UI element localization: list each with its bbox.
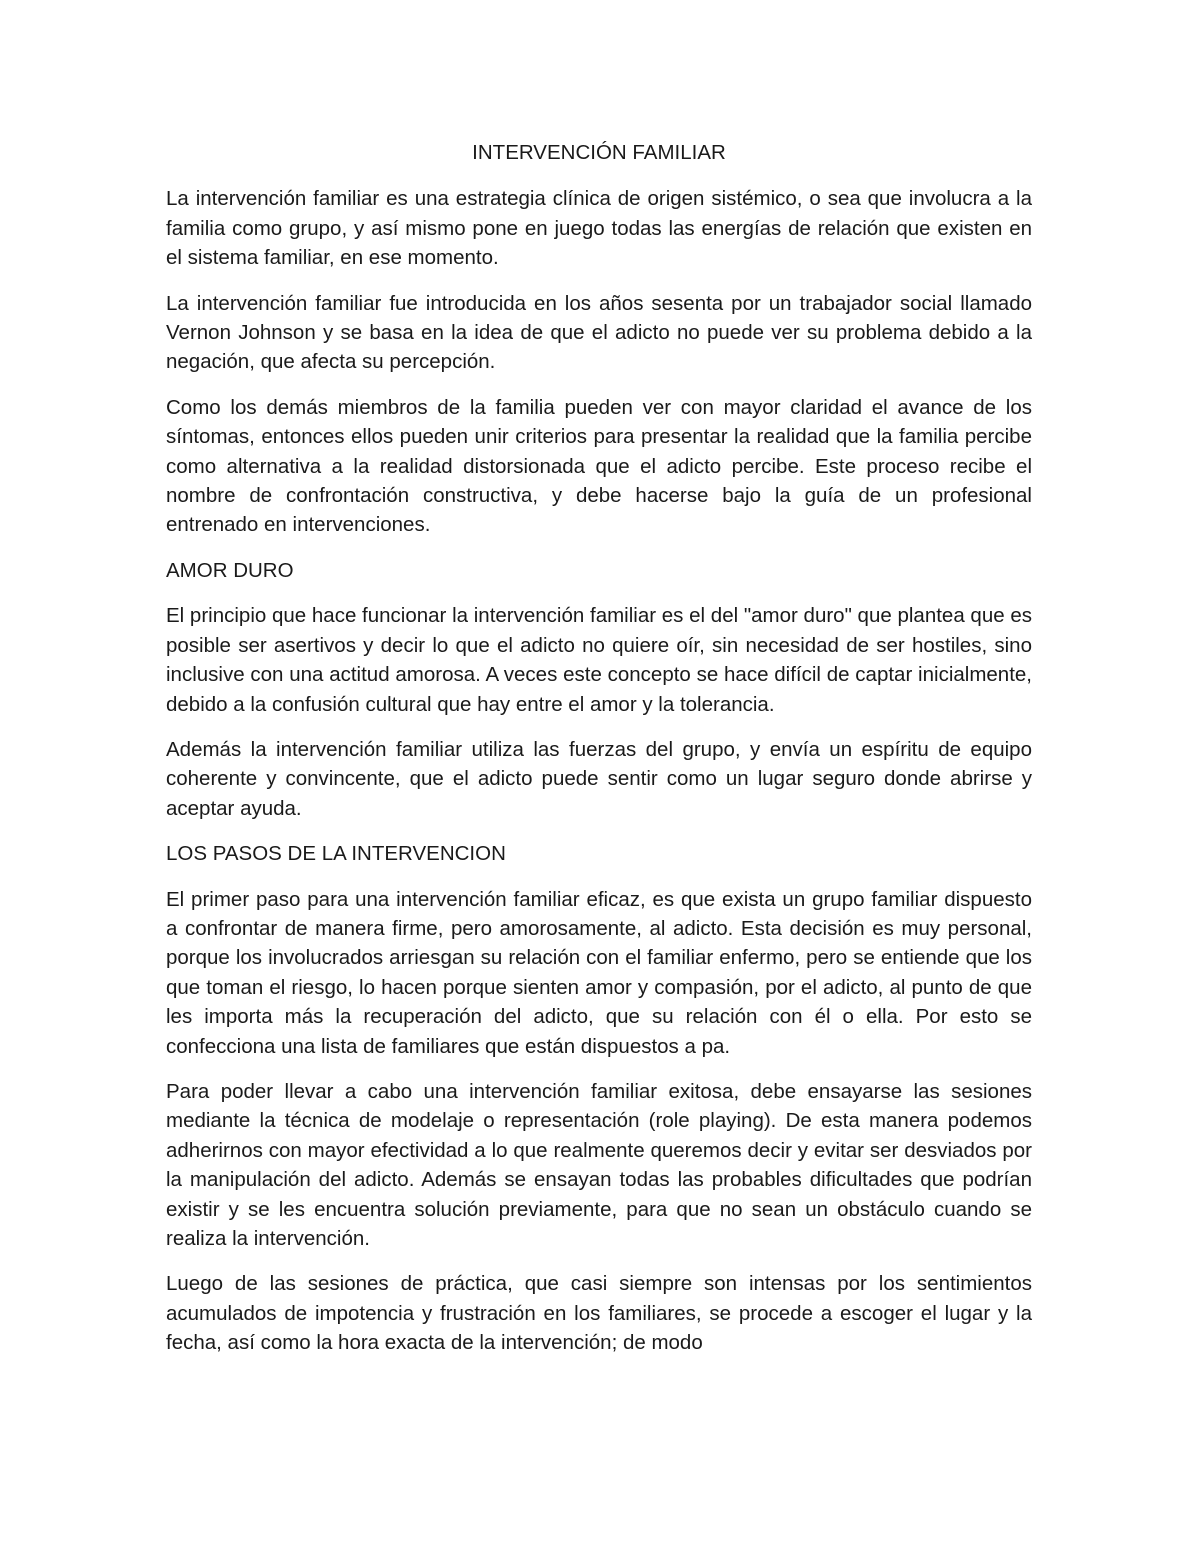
- pasos-paragraph: Para poder llevar a cabo una intervención familiar exitosa, debe ensayarse las sesiones mediante la técnica de modelaje o representación (role playing). De esta manera podemos adherirnos con mayor efectividad a lo que realmente queremos decir y evitar ser desviados por la manipulación del adicto. Además se ensayan todas las probables dificultades que podrían existir y se les encuentra solución previamente, para que no sean un obstáculo cuando se realiza la intervención.: [166, 1079, 1032, 1250]
- pasos-paragraph: Luego de las sesiones de práctica, que casi siempre son intensas por los sentimientos acumulados de impotencia y frustración en los familiares, se procede a escoger el lugar y la fecha, así como la hora exacta de la intervención; de modo: [166, 1272, 1032, 1355]
- intro-paragraph: La intervención familiar es una estrategia clínica de origen sistémico, o sea que involucra a la familia como grupo, y así mismo pone en juego todas las energías de relación que existen en el sistema familiar, en ese momento.: [166, 187, 1032, 270]
- document-title: INTERVENCIÓN FAMILIAR: [472, 141, 726, 164]
- document-body: [166, 138, 1032, 1374]
- amor-duro-paragraph: El principio que hace funcionar la intervención familiar es el del "amor duro" que plantea que es posible ser asertivos y decir lo que el adicto no quiere oír, sin necesidad de ser hostiles, sino inclusive con una actitud amorosa. A veces este concepto se hace difícil de captar inicialmente, debido a la confusión cultural que hay entre el amor y la tolerancia.: [166, 604, 1032, 716]
- section-heading-amor-duro: AMOR DURO: [166, 558, 294, 582]
- amor-duro-paragraph: Además la intervención familiar utiliza las fuerzas del grupo, y envía un espíritu de equipo coherente y convincente, que el adicto puede sentir como un lugar seguro donde abrirse y aceptar ayuda.: [166, 737, 1032, 820]
- intro-paragraph: La intervención familiar fue introducida en los años sesenta por un trabajador social llamado Vernon Johnson y se basa en la idea de que el adicto no puede ver su problema debido a la negación, que afecta su percepción.: [166, 291, 1032, 374]
- pasos-paragraph: El primer paso para una intervención familiar eficaz, es que exista un grupo familiar dispuesto a confrontar de manera firme, pero amorosamente, al adicto. Esta decisión es muy personal, porque los involucrados arriesgan su relación con el familiar enfermo, pero se entiende que los que toman el riesgo, lo hacen porque sienten amor y compasión, por el adicto, al punto de que les importa más la recuperación del adicto, que su relación con él o ella. Por esto se confecciona una lista de familiares que están dispuestos a pa.: [166, 887, 1032, 1058]
- intro-paragraph: Como los demás miembros de la familia pueden ver con mayor claridad el avance de los síntomas, entonces ellos pueden unir criterios para presentar la realidad que la familia percibe como alternativa a la realidad distorsionada que el adicto percibe. Este proceso recibe el nombre de confrontación constructiva, y debe hacerse bajo la guía de un profesional entrenado en intervenciones.: [166, 395, 1032, 537]
- section-heading-pasos: LOS PASOS DE LA INTERVENCION: [166, 842, 506, 866]
